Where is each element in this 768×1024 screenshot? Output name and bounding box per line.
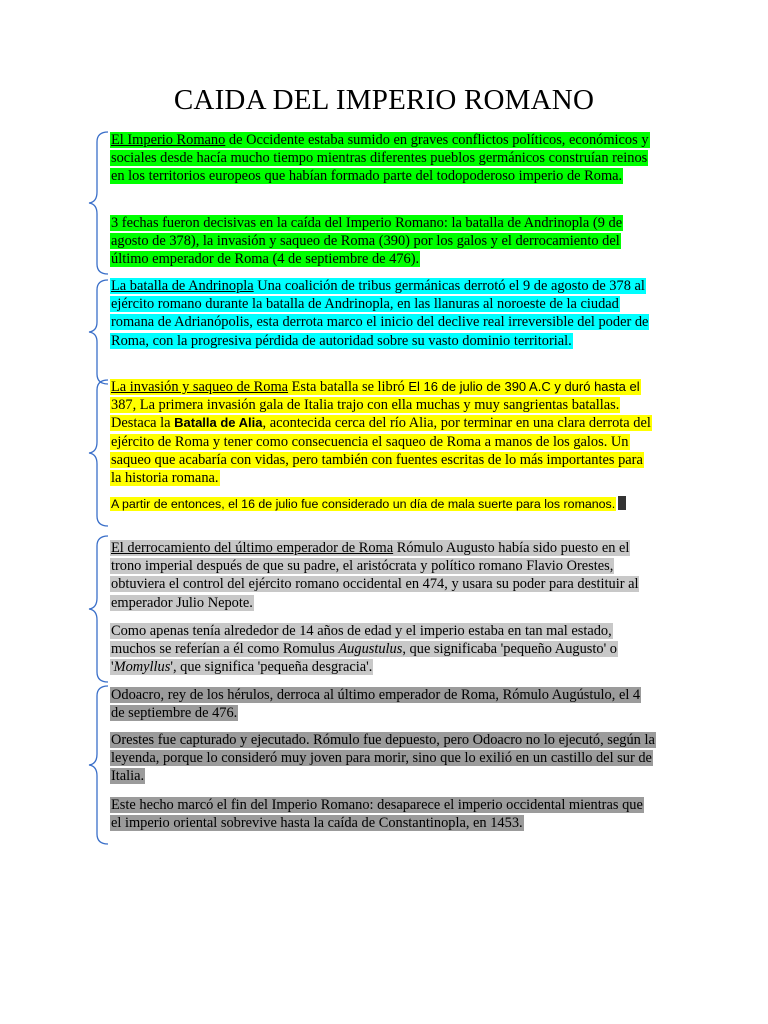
brace-annotation-3 <box>80 378 110 528</box>
paragraph-invasion: La invasión y saqueo de Roma Esta batalla se libró El 16 de julio de 390 A.C y duró hasta el 387, La primera invasión gala de Italia trajo con ella muchas y muy sangrientas batallas. Destaca la Batalla de Alia, acontecida cerca del río Alia, por terminar en una clara derrota del ejército de Roma y tener como consecuencia el saqueo de Roma a manos de los galos. Un saqueo que acabaría con vidas, pero también con fuentes escritas de lo más importantes para la historia romana. <box>111 379 651 487</box>
page-title: CAIDA DEL IMPERIO ROMANO <box>173 84 595 116</box>
andrinopla-text: Una coalición de tribus germánicas derrotó el 9 de agosto de 378 al ejército romano durante la batalla de Andrinopla, en las llanuras al noroeste de la ciudad romana de Adrianópolis, esta derrota marco el inicio del declive real irreversible del poder de Roma, con la progresiva pérdida de autoridad sobre su vasto dominio territorial. <box>111 278 649 349</box>
fin-imperio-text: Este hecho marcó el fin del Imperio Romano: desaparece el imperio occidental mientras que el imperio oriental sobrevive hasta la caída de Constantinopla, en 1453. <box>111 797 643 832</box>
dates-text: 3 fechas fueron decisivas en la caída del Imperio Romano: la batalla de Andrinopla (9 de agosto de 378), la invasión y saqueo de Roma (390) por los galos y el derrocamiento del último emperador de Roma (4 de septiembre de 476). <box>111 215 623 268</box>
paragraph-mala-suerte <box>110 495 656 513</box>
paragraph-augustulus: Como apenas tenía alrededor de 14 años de edad y el imperio estaba en tan mal estado, muchos se referían a él como Romulus Augustulus, que significaba 'pequeño Augusto' o 'Momyllus', que significa 'pequeña desgracia'. <box>111 623 617 676</box>
odoacro-text: Odoacro, rey de los hérulos, derroca al último emperador de Roma, Rómulo Augústulo, el 4 de septiembre de 476. <box>111 687 641 722</box>
imperio-romano-link[interactable]: El Imperio Romano <box>111 132 226 148</box>
brace-annotation-2 <box>80 278 110 386</box>
paragraph-derrocamiento: El derrocamiento del último emperador de Roma Rómulo Augusto había sido puesto en el trono imperial después de que su padre, el aristócrata y político romano Flavio Orestes, obtuviera el control del ejército romano occidental en 474, y usara su poder para destituir al emperador Julio Nepote. <box>111 540 639 611</box>
derrocamiento-heading[interactable]: El derrocamiento del último emperador de Roma <box>111 540 394 556</box>
mala-suerte-text: A partir de entonces, el 16 de julio fue considerado un día de mala suerte para los romanos. <box>111 497 616 511</box>
andrinopla-heading[interactable]: La batalla de Andrinopla <box>111 278 254 294</box>
brace-annotation-1 <box>80 130 110 276</box>
brace-annotation-4 <box>80 534 110 684</box>
paragraph-intro <box>110 131 656 186</box>
brace-annotation-5 <box>80 684 110 846</box>
cursor-block <box>618 496 626 510</box>
invasion-heading[interactable]: La invasión y saqueo de Roma <box>111 379 289 395</box>
intro-text: de Occidente estaba sumido en graves conflictos políticos, económicos y sociales desde hacía mucho tiempo mientras diferentes pueblos germánicos construían reinos en los territorios europeos que habían formado parte del todopoderoso imperio de Roma. <box>111 132 649 185</box>
paragraph-fin-imperio <box>110 796 656 832</box>
paragraph-orestes <box>110 731 656 786</box>
paragraph-odoacro <box>110 686 656 722</box>
paragraph-dates <box>110 214 656 269</box>
orestes-text: Orestes fue capturado y ejecutado. Rómulo fue depuesto, pero Odoacro no lo ejecutó, según la leyenda, porque lo consideró muy joven para morir, sino que lo exilió en un castillo del sur de Italia. <box>111 732 655 785</box>
paragraph-andrinopla <box>110 277 656 350</box>
batalla-alia-bold: Batalla de Alia <box>174 415 263 431</box>
